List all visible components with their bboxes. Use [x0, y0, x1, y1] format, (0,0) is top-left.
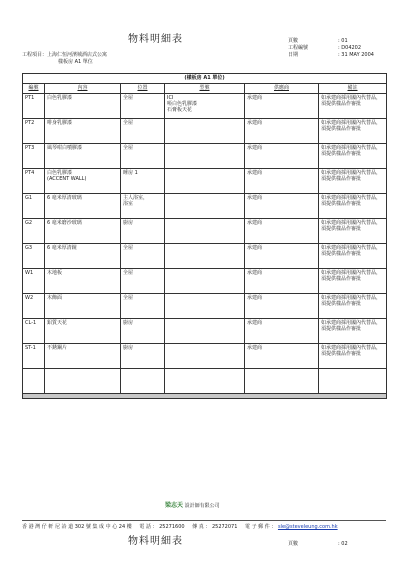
table-header-row	[23, 84, 387, 94]
column-header: 備註	[319, 84, 387, 94]
empty-cell	[121, 369, 165, 394]
column-header: 內容	[45, 84, 121, 94]
item-model	[165, 294, 245, 319]
item-code: PT2	[23, 119, 45, 144]
next-page-label: 頁數	[288, 541, 299, 547]
next-page-value: : 02	[338, 541, 348, 547]
date-value: : 31 MAY 2004	[338, 52, 374, 58]
item-location: 睡房 1	[121, 169, 165, 194]
item-content: 6 毫米厚清鏡	[45, 244, 121, 269]
item-supplier: 承建商	[245, 219, 319, 244]
address: 香 港 灣 仔 軒 尼 詩 道 302 號 集 成 中 心 24 樓	[22, 524, 132, 530]
item-model	[165, 194, 245, 219]
table-row	[23, 269, 387, 294]
item-remark: 如承建商採用國內代替品，須提供樣品作審批	[319, 219, 387, 244]
email-label: 電 子 郵 件 ：	[245, 524, 277, 530]
table-body	[23, 94, 387, 399]
item-model	[165, 269, 245, 294]
tel-value: 25271600	[159, 524, 185, 530]
item-content: 白色乳膠漆 (ACCENT WALL)	[45, 169, 121, 194]
item-content: 鋁質天花	[45, 319, 121, 344]
item-model	[165, 244, 245, 269]
item-location: 全屋	[121, 144, 165, 169]
page-number-row	[288, 38, 348, 44]
empty-row	[23, 369, 387, 394]
date-label: 日期	[288, 52, 299, 58]
item-remark: 如承建商採用國內代替品，須提供樣品作審批	[319, 319, 387, 344]
item-location: 廚房	[121, 219, 165, 244]
table-bottom-bar	[23, 394, 387, 399]
item-supplier: 承建商	[245, 119, 319, 144]
item-model	[165, 119, 245, 144]
tel-label: 電 話 ：	[139, 524, 158, 530]
table-row	[23, 194, 387, 219]
item-location: 全屋	[121, 119, 165, 144]
item-remark: 如承建商採用國內代替品，須提供樣品作審批	[319, 194, 387, 219]
item-location: 全屋	[121, 294, 165, 319]
item-supplier: 承建商	[245, 319, 319, 344]
item-model: ICI 啞白色乳膠漆 石膏板天花	[165, 94, 245, 119]
column-header: 型號	[165, 84, 245, 94]
item-supplier: 承建商	[245, 94, 319, 119]
next-page-number-row	[288, 541, 348, 547]
item-model	[165, 319, 245, 344]
item-content: 白色乳膠漆	[45, 94, 121, 119]
table-row	[23, 219, 387, 244]
item-remark: 如承建商採用國內代替品，須提供樣品作審批	[319, 269, 387, 294]
materials-table	[22, 73, 387, 399]
item-location: 全屋	[121, 269, 165, 294]
item-code: PT1	[23, 94, 45, 119]
project-row	[22, 52, 107, 58]
company-brand: 梁志天	[165, 502, 184, 509]
item-supplier: 承建商	[245, 344, 319, 369]
project-number-value: : D04202	[338, 45, 362, 51]
next-page-title: 物料明細表	[128, 536, 183, 547]
item-location: 主人浴室， 浴室	[121, 194, 165, 219]
item-code: W1	[23, 269, 45, 294]
item-code: G2	[23, 219, 45, 244]
item-remark: 如承建商採用國內代替品，須提供樣品作審批	[319, 144, 387, 169]
item-model	[165, 219, 245, 244]
table-row	[23, 94, 387, 119]
table-row	[23, 169, 387, 194]
date-row	[288, 52, 374, 58]
project-value: 上海仁恒河濱城酒店式公寓	[47, 52, 108, 58]
page-value: : 01	[338, 38, 348, 44]
column-header: 位置	[121, 84, 165, 94]
item-supplier: 承建商	[245, 194, 319, 219]
column-header: 供應商	[245, 84, 319, 94]
item-supplier: 承建商	[245, 244, 319, 269]
company-suffix: 設計師有限公司	[184, 503, 220, 509]
email-link[interactable]: sle@steveleung.com.hk	[277, 524, 338, 530]
item-content: 6 毫米厚清玻璃	[45, 194, 121, 219]
fax-value: 25272071	[211, 524, 238, 530]
item-content: 6 毫米磨沙玻璃	[45, 219, 121, 244]
item-remark: 如承建商採用國內代替品，須提供樣品作審批	[319, 294, 387, 319]
table-row	[23, 294, 387, 319]
item-remark: 如承建商採用國內代替品，須提供樣品作審批	[319, 169, 387, 194]
table-group-title: (樣板房 A1 單位)	[23, 74, 387, 84]
item-content: 啡身乳膠漆	[45, 119, 121, 144]
item-supplier: 承建商	[245, 294, 319, 319]
project-subtitle: 樣板房 A1 單位	[58, 59, 93, 65]
page-label: 頁數	[288, 38, 299, 44]
item-model	[165, 169, 245, 194]
project-number-label: 工程編號	[288, 45, 309, 51]
empty-cell	[23, 369, 45, 394]
contact-line	[22, 524, 386, 530]
project-number-row	[288, 45, 362, 51]
empty-cell	[165, 369, 245, 394]
item-code: PT4	[23, 169, 45, 194]
item-supplier: 承建商	[245, 169, 319, 194]
item-content: 木飾面	[45, 294, 121, 319]
item-supplier: 承建商	[245, 144, 319, 169]
item-supplier: 承建商	[245, 269, 319, 294]
empty-cell	[45, 369, 121, 394]
table-row	[23, 344, 387, 369]
item-content: 木地板	[45, 269, 121, 294]
table-row	[23, 144, 387, 169]
document-title: 物料明細表	[128, 34, 183, 45]
item-remark: 如承建商採用國內代替品，須提供樣品作審批	[319, 119, 387, 144]
table-row	[23, 119, 387, 144]
item-code: G1	[23, 194, 45, 219]
footer-divider	[22, 520, 386, 521]
fax-label: 傳 真 ：	[192, 524, 211, 530]
item-location: 廚房	[121, 344, 165, 369]
item-code: G3	[23, 244, 45, 269]
item-model	[165, 144, 245, 169]
item-code: ST-1	[23, 344, 45, 369]
item-code: PT3	[23, 144, 45, 169]
item-remark: 如承建商採用國內代替品，須提供樣品作審批	[319, 344, 387, 369]
item-content: 風琴咁白噴膠漆	[45, 144, 121, 169]
column-header: 編號	[23, 84, 45, 94]
item-remark: 如承建商採用國內代替品，須提供樣品作審批	[319, 244, 387, 269]
project-label: 工程項目：	[22, 52, 48, 58]
item-remark: 如承建商採用國內代替品，須提供樣品作審批	[319, 94, 387, 119]
table-row	[23, 319, 387, 344]
item-code: CL-1	[23, 319, 45, 344]
item-location: 廚房	[121, 319, 165, 344]
empty-cell	[245, 369, 319, 394]
company-name	[165, 500, 220, 509]
item-location: 全屋	[121, 94, 165, 119]
item-content: 不銹鋼片	[45, 344, 121, 369]
bottom-bar-cell	[23, 394, 387, 399]
item-code: W2	[23, 294, 45, 319]
item-model	[165, 344, 245, 369]
item-location: 全屋	[121, 244, 165, 269]
table-row	[23, 244, 387, 269]
empty-cell	[319, 369, 387, 394]
